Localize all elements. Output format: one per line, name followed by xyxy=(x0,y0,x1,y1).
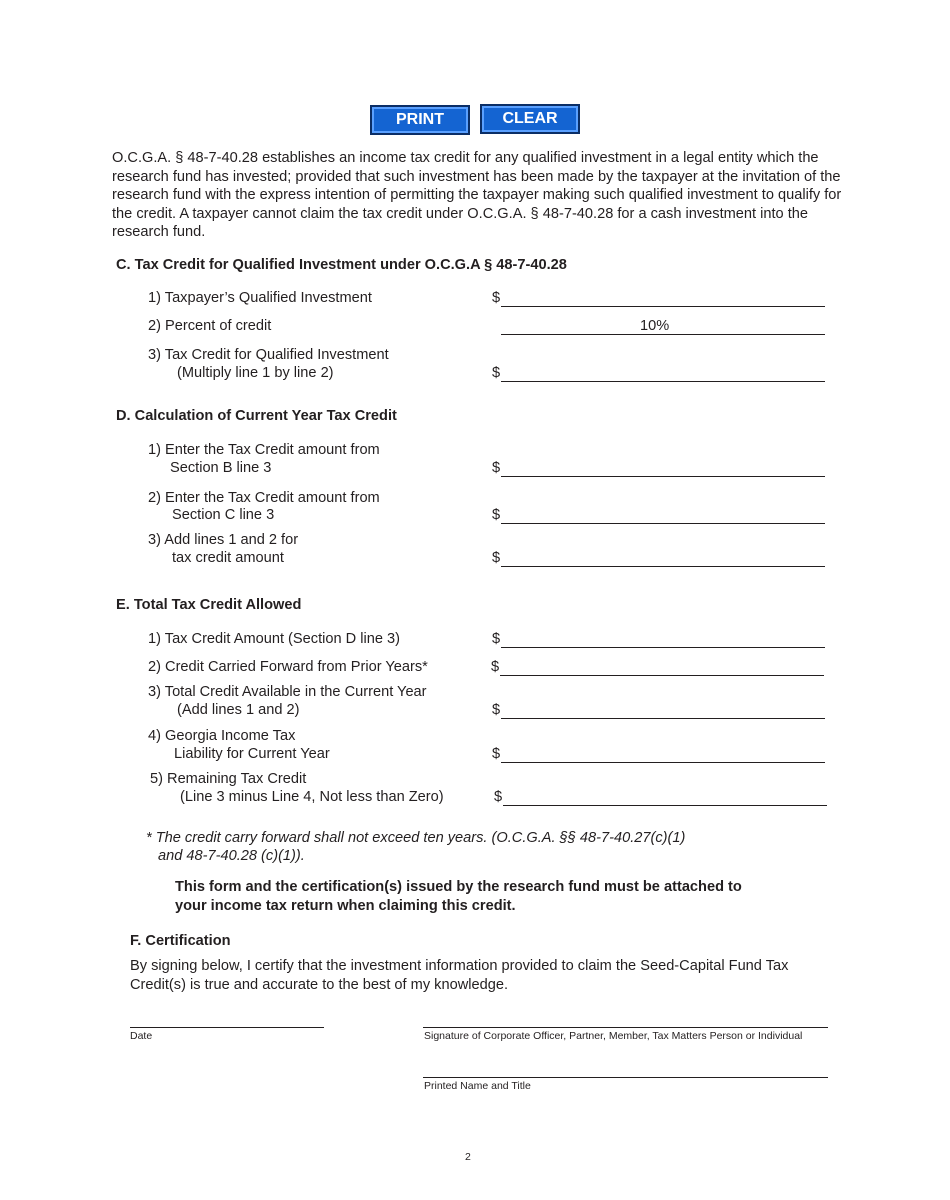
signature-line[interactable] xyxy=(423,1027,828,1028)
footnote-line2: and 48-7-40.28 (c)(1)). xyxy=(158,848,305,864)
print-button[interactable]: PRINT xyxy=(370,105,470,135)
attachment-notice-line1: This form and the certification(s) issued by the research fund must be attached to xyxy=(175,879,742,895)
section-d-heading: D. Calculation of Current Year Tax Credit xyxy=(116,408,397,424)
footnote-line1: * The credit carry forward shall not exceed ten years. (O.C.G.A. §§ 48-7-40.27(c)(1) xyxy=(146,830,686,846)
intro-paragraph: O.C.G.A. § 48-7-40.28 establishes an income tax credit for any qualified investment in a legal entity which the research fund has invested; provided that such investment has been made by the taxpayer at the invitation of the research fund with the express intention of permitting the taxpayer making such qualified investment to qualify for the credit. A taxpayer cannot claim the tax credit under O.C.G.A. § 48-7-40.28 for a cash investment into the research fund. xyxy=(112,150,842,240)
d-line1-sublabel: Section B line 3 xyxy=(170,460,272,476)
e-line2-label: 2) Credit Carried Forward from Prior Years* xyxy=(148,659,428,675)
d-line3-label: 3) Add lines 1 and 2 for xyxy=(148,532,299,548)
c-line3-label: 3) Tax Credit for Qualified Investment xyxy=(148,347,389,363)
currency-symbol: $ xyxy=(492,365,501,381)
printed-name-line[interactable] xyxy=(423,1077,828,1078)
section-e-heading: E. Total Tax Credit Allowed xyxy=(116,597,302,613)
attachment-notice-line2: your income tax return when claiming this credit. xyxy=(175,898,516,914)
e-line3-sublabel: (Add lines 1 and 2) xyxy=(177,702,300,718)
currency-symbol: $ xyxy=(492,460,501,476)
certification-text: By signing below, I certify that the investment information provided to claim the Seed-Capital Fund Tax Credit(s) is true and accurate to the best of my knowledge. xyxy=(130,958,789,993)
currency-symbol: $ xyxy=(492,290,501,306)
e-line5-field[interactable] xyxy=(503,788,827,806)
d-line3-field[interactable] xyxy=(501,549,825,567)
d-line1-field[interactable] xyxy=(501,459,825,477)
e-line4-sublabel: Liability for Current Year xyxy=(174,746,330,762)
d-line2-sublabel: Section C line 3 xyxy=(172,507,275,523)
currency-symbol: $ xyxy=(492,507,501,523)
c-line3-field[interactable] xyxy=(501,364,825,382)
c-line2-label: 2) Percent of credit xyxy=(148,318,272,334)
c-line3-sublabel: (Multiply line 1 by line 2) xyxy=(177,365,334,381)
currency-symbol: $ xyxy=(491,659,500,675)
e-line5-sublabel: (Line 3 minus Line 4, Not less than Zero) xyxy=(180,789,444,805)
page-number: 2 xyxy=(465,1151,471,1163)
currency-symbol: $ xyxy=(492,746,501,762)
section-c-heading: C. Tax Credit for Qualified Investment under O.C.G.A § 48-7-40.28 xyxy=(116,257,567,273)
currency-symbol: $ xyxy=(492,550,501,566)
c-line1-field[interactable] xyxy=(501,289,825,307)
d-line2-label: 2) Enter the Tax Credit amount from xyxy=(148,490,380,506)
d-line2-field[interactable] xyxy=(501,506,825,524)
printed-name-label: Printed Name and Title xyxy=(424,1080,531,1092)
e-line1-label: 1) Tax Credit Amount (Section D line 3) xyxy=(148,631,400,647)
e-line2-field[interactable] xyxy=(500,658,824,676)
clear-button[interactable]: CLEAR xyxy=(480,104,580,134)
date-label: Date xyxy=(130,1030,153,1042)
currency-symbol: $ xyxy=(494,789,503,805)
d-line1-label: 1) Enter the Tax Credit amount from xyxy=(148,442,380,458)
e-line3-field[interactable] xyxy=(501,701,825,719)
e-line1-field[interactable] xyxy=(501,630,825,648)
d-line3-sublabel: tax credit amount xyxy=(172,550,284,566)
e-line4-label: 4) Georgia Income Tax xyxy=(148,728,296,744)
date-line[interactable] xyxy=(130,1027,324,1028)
currency-symbol: $ xyxy=(492,702,501,718)
e-line4-field[interactable] xyxy=(501,745,825,763)
e-line3-label: 3) Total Credit Available in the Current Year xyxy=(148,684,427,700)
signature-label: Signature of Corporate Officer, Partner, Member, Tax Matters Person or Individual xyxy=(424,1030,803,1042)
c-line1-label: 1) Taxpayer’s Qualified Investment xyxy=(148,290,372,306)
section-f-heading: F. Certification xyxy=(130,933,231,949)
currency-symbol: $ xyxy=(492,631,501,647)
percent-value: 10% xyxy=(640,318,670,334)
e-line5-label: 5) Remaining Tax Credit xyxy=(150,771,307,787)
